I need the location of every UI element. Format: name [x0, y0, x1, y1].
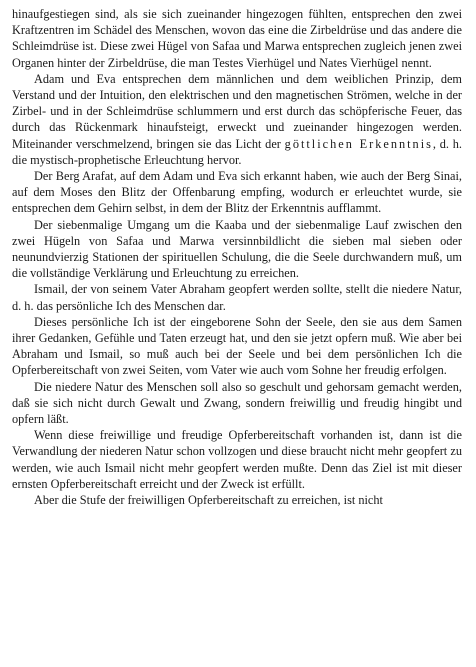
paragraph-1: hinaufgestiegen sind, als sie sich zueinander hingezogen fühlten, entsprechen den zwei Kraftzentren im Schädel des Menschen, wovon das eine die Zirbeldrüse und das andere die Schleimdrüse ist. Diese zwei Hügel von Safaa und Marwa entsprechen zugleich jenen zwei Organen hinter der Zirbeldrüse, die man Testes Vierhügel und Nates Vierhügel nennt.: [12, 7, 462, 70]
paragraph-2: [12, 71, 462, 168]
paragraph-8: Wenn diese freiwillige und freudige Opferbereitschaft vorhanden ist, dann ist die Verwandlung der niederen Natur schon vollzogen und diese braucht nicht mehr geopfert zu werden, wie auch Ismail nicht mehr geopfert werden mußte. Denn das Ziel ist mit dieser ernsten Opferbereitschaft erreicht und der Zweck ist erfüllt.: [12, 428, 462, 491]
emphasis-spaced-text: göttlichen Erkenntnis: [284, 136, 433, 151]
paragraph-2-text: Adam und Eva entsprechen dem männlichen und dem weiblichen Prinzip, dem Verstand und der Intuition, den elektrischen und den magnetischen Strömen, welche in der Zirbel- und in der Schleimdrüse schlummern und erst durch das schöpferische Feuer, das durch das Rückenmark hinaufsteigt, erweckt und zueinander hingezogen werden. Miteinander verschmelzend, bringen sie das Licht der: [12, 71, 462, 151]
paragraph-2-tail: , d. h. die mystisch-prophetische Erleuchtung hervor.: [12, 136, 462, 167]
paragraph-3: Der Berg Arafat, auf dem Adam und Eva sich erkannt haben, wie auch der Berg Sinai, auf dem Moses den Blitz der Offenbarung empfing, wodurch er erleuchtet wurde, sie entsprechen dem Gehirn selbst, in dem der Blitz der Erkenntnis aufflammt.: [12, 169, 462, 216]
paragraph-4: Der siebenmalige Umgang um die Kaaba und der siebenmalige Lauf zwischen den zwei Hügeln von Safaa und Marwa versinnbildlicht die sieben mal sieben oder neunundvierzig Stationen der spirituellen Schulung, die die Seele durchwandern muß, um die vollständige Verklärung und Erleuchtung zu erreichen.: [12, 217, 462, 281]
paragraph-5: Ismail, der von seinem Vater Abraham geopfert werden sollte, stellt die niedere Natur, d. h. das persönliche Ich des Menschen dar.: [12, 282, 462, 313]
paragraph-7: Die niedere Natur des Menschen soll also so geschult und gehorsam gemacht werden, daß sie sich nicht durch Gewalt und Zwang, sondern freiwillig und freudig hingibt und opfern läßt.: [12, 379, 462, 427]
paragraph-9: Aber die Stufe der freiwilligen Opferbereitschaft zu erreichen, ist nicht: [34, 493, 383, 508]
paragraph-6: Dieses persönliche Ich ist der eingeborene Sohn der Seele, den sie aus dem Samen ihrer Gedanken, Gefühle und Taten erzeugt hat, und den sie jetzt opfern muß. Wie aber bei Abraham und Ismail, so muß auch bei der Seele und bei dem persönlichen Ich die Opferbereitschaft von zwei Seiten, vom Vater wie auch vom Sohne her freudig erfolgen.: [12, 314, 462, 378]
